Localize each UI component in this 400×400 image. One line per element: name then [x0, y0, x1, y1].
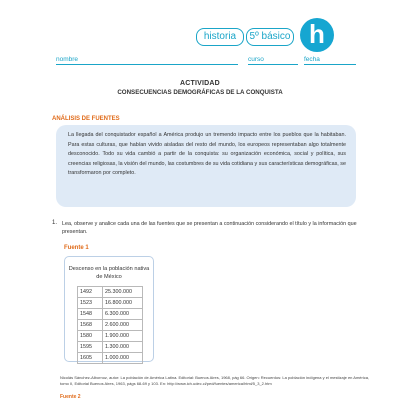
- date-field-line[interactable]: [304, 64, 356, 65]
- date-field-label: fecha: [304, 56, 320, 63]
- year-cell: 1568: [78, 320, 103, 331]
- section-heading: ANÁLISIS DE FUENTES: [52, 116, 120, 122]
- population-cell: 6.300.000: [103, 309, 143, 320]
- population-table-card: [64, 256, 154, 362]
- table-row: [78, 342, 143, 353]
- source-2-label: Fuente 2: [60, 394, 81, 400]
- table-row: [78, 320, 143, 331]
- intro-text-box: La llegada del conquistador español a América produjo un tremendo impacto entre los pueblos que la habitaban. Para estas culturas, que habían vivido aisladas del resto del mundo, los europeos representaban algo totalmente desconocido. Todo su vida cambió a partir de la conquista: su organización económica, social y política, sus creencias religiosas, la visión del mundo, las costumbres de su vida cotidiana y sus características demográficas, se transformaron por completo.: [56, 125, 356, 207]
- subject-tag: historia: [196, 28, 244, 46]
- year-cell: 1523: [78, 298, 103, 309]
- h-logo-icon: h: [300, 18, 334, 52]
- year-cell: 1580: [78, 331, 103, 342]
- instruction-number: 1.: [52, 220, 58, 226]
- population-cell: 1.300.000: [103, 342, 143, 353]
- table-row: [78, 298, 143, 309]
- activity-subtitle: CONSECUENCIAS DEMOGRÁFICAS DE LA CONQUISTA: [117, 89, 283, 96]
- course-field-line[interactable]: [248, 64, 298, 65]
- table-row: [78, 331, 143, 342]
- table-title: Descenso en la población nativa de México: [68, 266, 150, 280]
- population-cell: 1.000.000: [103, 353, 143, 364]
- population-cell: 16.800.000: [103, 298, 143, 309]
- course-field-label: curso: [248, 56, 264, 63]
- table-row: [78, 309, 143, 320]
- year-cell: 1595: [78, 342, 103, 353]
- population-cell: 1.900.000: [103, 331, 143, 342]
- population-table: [77, 286, 143, 364]
- population-cell: 25.300.000: [103, 287, 143, 298]
- table-row: [78, 287, 143, 298]
- source-1-label: Fuente 1: [64, 245, 89, 251]
- population-cell: 2.600.000: [103, 320, 143, 331]
- year-cell: 1492: [78, 287, 103, 298]
- table-row: [78, 353, 143, 364]
- name-field-label: nombre: [56, 56, 79, 63]
- grade-tag: 5º básico: [246, 28, 294, 46]
- name-field-line[interactable]: [56, 64, 238, 65]
- source-citation: Nicolás Sánchez-Albornoz, autor: La población de América Latina. Editorial: Buenos Aires, 1968, pág 66. Origen: Recuerdos: La población indígena y el mestizaje en América, tomo II, Editorial Buenos Aires, 1963, págs 68-69 y 103. En: http://www.ich.udec.cl/ped/fuentes/america/html/5_3_2.htm: [60, 375, 370, 386]
- activity-title: ACTIVIDAD: [180, 80, 220, 87]
- year-cell: 1548: [78, 309, 103, 320]
- instruction-text: Lea, observe y analice cada una de las fuentes que se presentan a continuación considerando el título y la información que presentan.: [62, 221, 357, 235]
- year-cell: 1605: [78, 353, 103, 364]
